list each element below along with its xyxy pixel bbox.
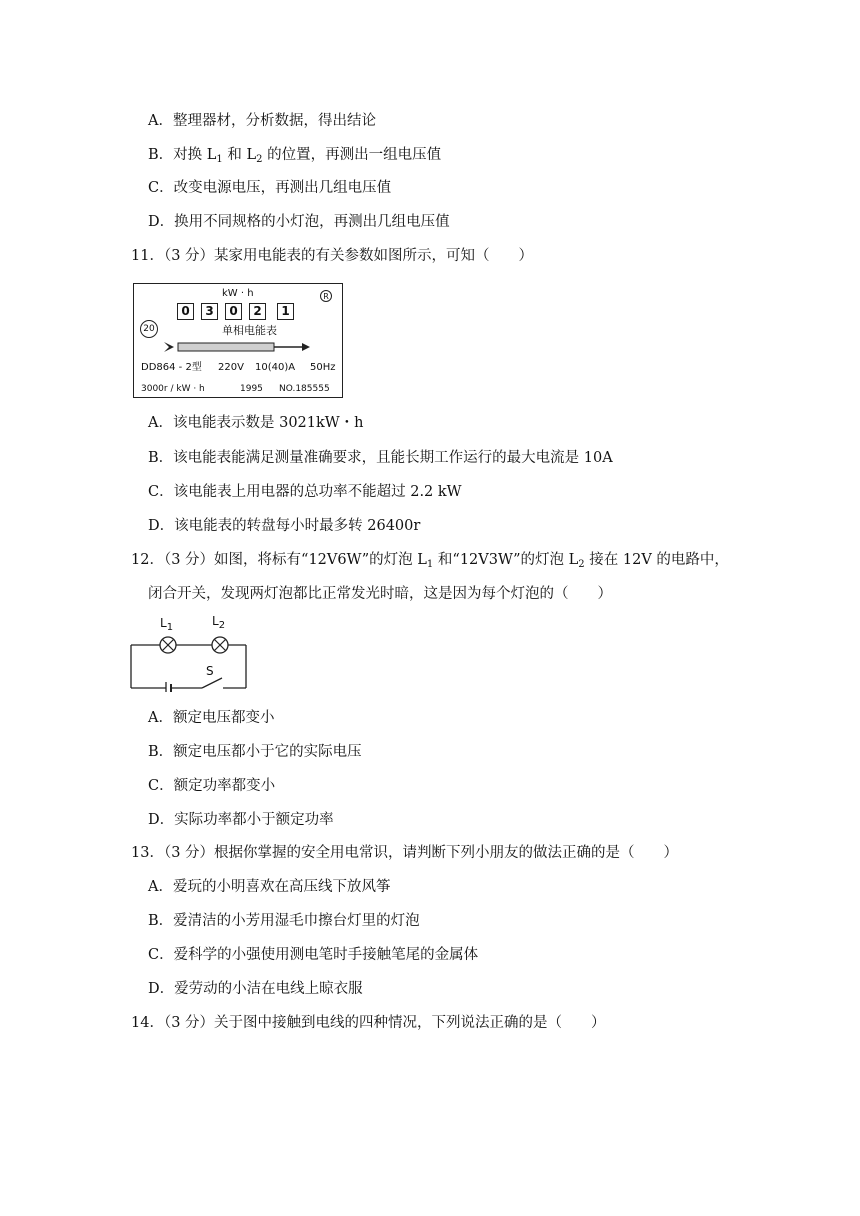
meter-digit: 2 [249,303,266,320]
q13-option-a: A．爱玩的小明喜欢在高压线下放风筝 [148,879,391,895]
q13-option-b: B．爱清洁的小芳用湿毛巾擦台灯里的灯泡 [148,913,420,929]
meter-year: 1995 [240,384,263,394]
q12-option-a: A．额定电压都变小 [148,710,275,726]
q11-stem: 11．（3 分）某家用电能表的有关参数如图所示，可知（ ） [131,248,534,264]
q12-stem: 12．（3 分）如图，将标有“12V6W”的灯泡 $L_1$ 和“12V3W”的灯泡 $L_2$ 接在 12V 的电路中， [131,552,729,570]
q12-option-d: D．实际功率都小于额定功率 [148,812,334,828]
meter-frequency: 50Hz [310,362,336,373]
circuit-diagram [128,612,252,692]
meter-model: DD864 - 2型 [141,362,202,373]
registered-mark-icon: R [320,290,332,302]
lamp2-label: $L_2$ [212,614,226,631]
meter-revs: 3000r / kW · h [141,384,205,394]
q14-stem: 14．（3 分）关于图中接触到电线的四种情况，下列说法正确的是（ ） [131,1015,606,1031]
q10-option-d: D．换用不同规格的小灯泡，再测出几组电压值 [148,214,450,230]
circled-number: 20 [140,320,158,338]
q10-option-c: C．改变电源电压，再测出几组电压值 [148,180,392,196]
q12-stem-line2: 闭合开关，发现两灯泡都比正常发光时暗，这是因为每个灯泡的（ ） [148,586,612,602]
lamp1-label: $L_1$ [160,616,174,633]
q11-option-a: A．该电能表示数是 3021kW・h [148,415,364,431]
q11-option-c: C．该电能表上用电器的总功率不能超过 2.2 kW [148,484,462,500]
meter-digit: 3 [201,303,218,320]
meter-decimal-digit: 1 [277,303,294,320]
meter-digit: 0 [177,303,194,320]
q13-option-d: D．爱劳动的小洁在电线上晾衣服 [148,981,363,997]
q12-option-b: B．额定电压都小于它的实际电压 [148,744,362,760]
circuit-wires-icon [128,612,252,692]
meter-digit: 0 [225,303,242,320]
q13-option-c: C．爱科学的小强使用测电笔时手接触笔尾的金属体 [148,947,479,963]
switch-label: S [206,664,214,678]
q13-stem: 13．（3 分）根据你掌握的安全用电常识，请判断下列小朋友的做法正确的是（ ） [131,845,679,861]
meter-unit: kW · h [222,288,254,299]
meter-serial: NO.185555 [279,384,330,394]
meter-current: 10(40)A [255,362,296,373]
q11-option-d: D．该电能表的转盘每小时最多转 26400r [148,518,421,534]
meter-disc-arrow-icon [162,338,312,356]
meter-voltage: 220V [218,362,244,373]
meter-name: 单相电能表 [222,324,277,337]
q11-option-b: B．该电能表能满足测量准确要求，且能长期工作运行的最大电流是 10A [148,450,613,466]
q10-option-b: B．对换 $L_1$ 和 $L_2$ 的位置，再测出一组电压值 [148,147,442,165]
q12-option-c: C．额定功率都变小 [148,778,276,794]
q10-option-a: A．整理器材，分析数据，得出结论 [148,113,376,129]
electricity-meter-figure [133,283,343,398]
